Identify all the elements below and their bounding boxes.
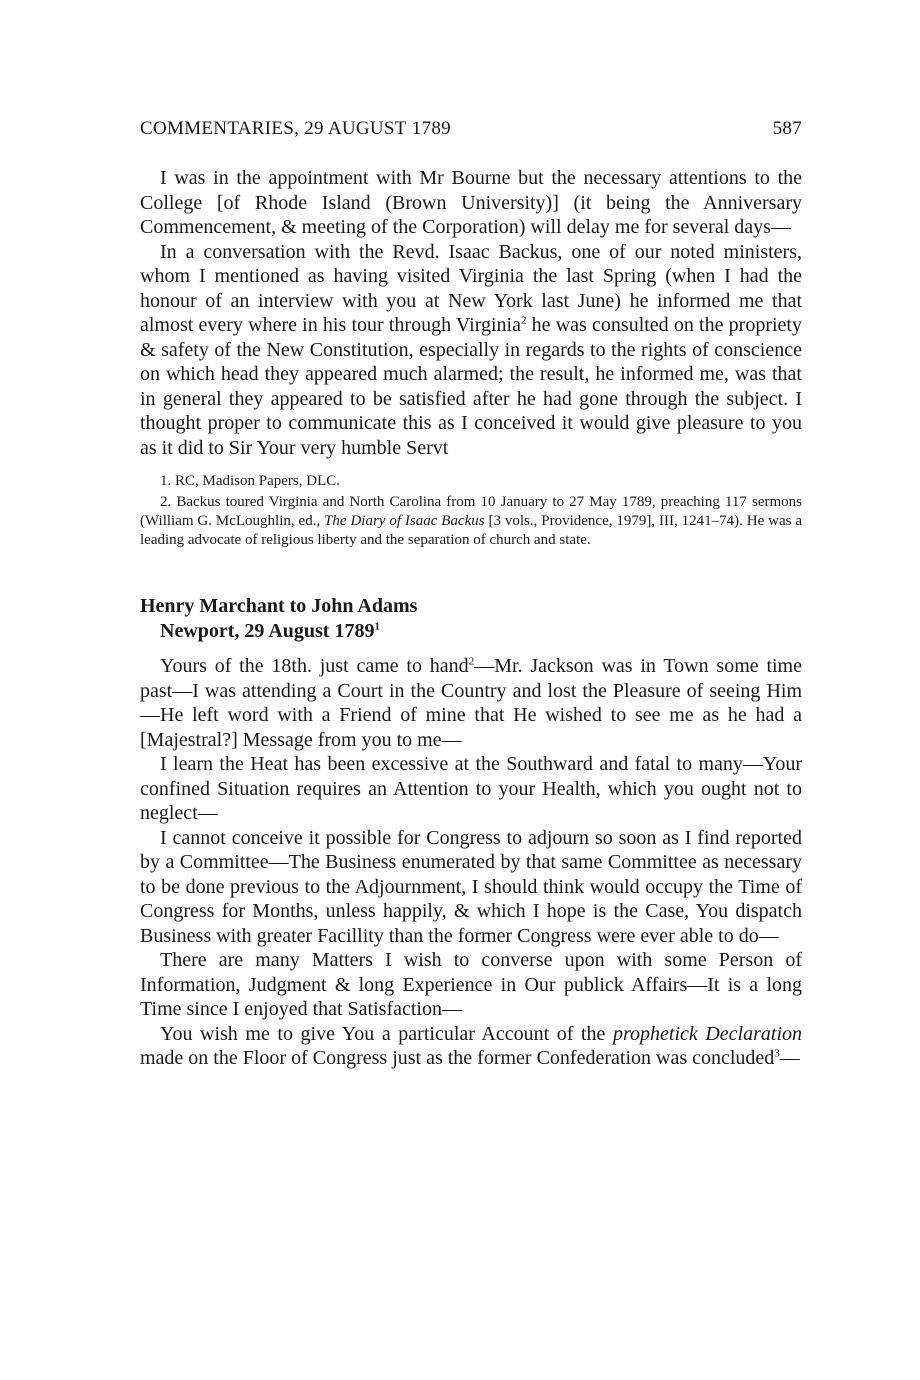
footnote-2: 2. Backus toured Virginia and North Carolina from 10 January to 27 May 1789, preaching 117 sermons (William G. McLoughlin, ed., The Diary of Isaac Backus [3 vols., Providence, 1979], III, 1241–74). He was a leading advocate of religious liberty and the separation of church and state. <box>140 494 802 548</box>
footnotes <box>140 472 802 550</box>
footnote-ref: 2 <box>468 655 475 668</box>
letter-heading: Henry Marchant to John Adams <box>140 595 418 617</box>
letter1-paragraph-2: In a conversation with the Revd. Isaac Backus, one of our noted ministers, whom I mentioned as having visited Virginia the last Spring (when I had the honour of an interview with you at New York last June) he informed me that almost every where in his tour through Virginia$^2$ he was consulted on the propriety & safety of the New Constitution, especially in regards to the rights of conscience on which head they appeared much alarmed; the result, he informed me, was that in general they appeared to be satisfied after he had gone through the subject. I thought proper to communicate this as I conceived it would give pleasure to you as it did to Sir Your very humble Servt <box>140 240 802 459</box>
letter2-paragraph-4: There are many Matters I wish to converse upon with some Person of Information, Judgment & long Experience in Our publick Affairs—It is a long Time since I enjoyed that Satisfaction— <box>140 949 802 1020</box>
letter2-paragraph-3: I cannot conceive it possible for Congress to adjourn so soon as I find reported by a Committee—The Business enumerated by that same Committee as necessary to be done previous to the Adjournment, I should think would occupy the Time of Congress for Months, unless happily, & which I hope is the Case, You dispatch Business with greater Facillity than the former Congress were ever able to do— <box>140 826 802 947</box>
letter2-body <box>140 654 802 1071</box>
letter2-paragraph-5: You wish me to give You a particular Account of the prophetick Declaration made on the Floor of Congress just as the former Confederation was concluded$^3$— <box>140 1022 803 1069</box>
running-title: COMMENTARIES, 29 AUGUST 1789 <box>140 118 451 139</box>
letter2-paragraph-1: Yours of the 18th. just came to hand$^2$—Mr. Jackson was in Town some time past—I was attending a Court in the Country and lost the Pleasure of seeing Him—He left word with a Friend of mine that He wished to see me as he had a [Majestral?] Message from you to me— <box>140 655 802 751</box>
letter-dateline: Newport, 29 August 1789$^1$ <box>160 620 380 642</box>
page-number: 587 <box>772 118 802 139</box>
footnote-ref: 1 <box>374 620 380 633</box>
letter1-paragraph-1: I was in the appointment with Mr Bourne but the necessary attentions to the College [of Rhode Island (Brown University)] (it being the Anniversary Commencement, & meeting of the Corporation) will delay me for several days— <box>140 167 802 238</box>
letter2-paragraph-2: I learn the Heat has been excessive at the Southward and fatal to many—Your confined Situation requires an Attention to your Health, which you ought not to neglect— <box>140 753 802 824</box>
document-page <box>140 118 802 1071</box>
footnote-ref: 2 <box>520 314 527 327</box>
running-header <box>140 118 802 140</box>
footnote-ref: 3 <box>774 1047 780 1060</box>
footnote-1: 1. RC, Madison Papers, DLC. <box>160 473 340 489</box>
